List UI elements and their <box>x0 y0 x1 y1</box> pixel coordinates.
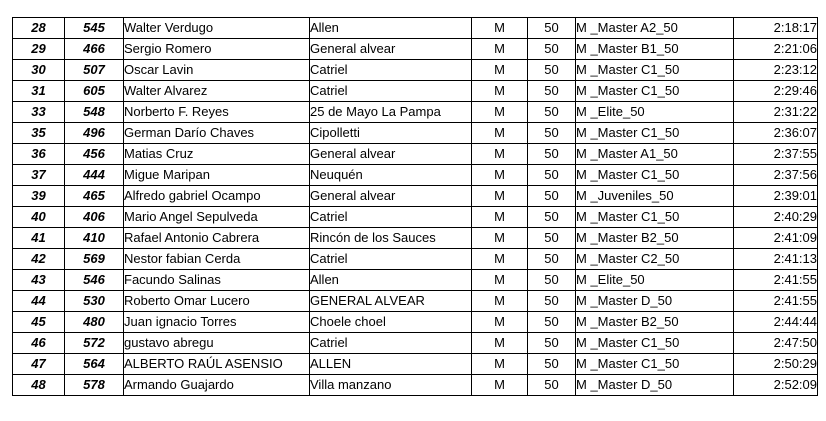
city-cell: Allen <box>310 18 472 39</box>
distance-cell: 50 <box>528 144 576 165</box>
sex-cell: M <box>472 228 528 249</box>
finish-time-cell: 2:37:56 <box>734 165 818 186</box>
sex-cell: M <box>472 354 528 375</box>
bib-number-cell: 466 <box>65 39 124 60</box>
runner-name-cell: Walter Alvarez <box>124 81 310 102</box>
finish-time-cell: 2:50:29 <box>734 354 818 375</box>
sex-cell: M <box>472 207 528 228</box>
finish-time-cell: 2:41:55 <box>734 270 818 291</box>
finish-time-cell: 2:44:44 <box>734 312 818 333</box>
runner-name-cell: Sergio Romero <box>124 39 310 60</box>
finish-time-cell: 2:41:13 <box>734 249 818 270</box>
city-cell: Catriel <box>310 207 472 228</box>
category-cell: M _Master A2_50 <box>576 18 734 39</box>
position-cell: 44 <box>13 291 65 312</box>
finish-time-cell: 2:23:12 <box>734 60 818 81</box>
bib-number-cell: 572 <box>65 333 124 354</box>
position-cell: 41 <box>13 228 65 249</box>
position-cell: 29 <box>13 39 65 60</box>
runner-name-cell: Alfredo gabriel Ocampo <box>124 186 310 207</box>
category-cell: M _Master C1_50 <box>576 207 734 228</box>
city-cell: General alvear <box>310 186 472 207</box>
sex-cell: M <box>472 60 528 81</box>
runner-name-cell: German Darío Chaves <box>124 123 310 144</box>
distance-cell: 50 <box>528 165 576 186</box>
position-cell: 36 <box>13 144 65 165</box>
table-row <box>13 312 818 333</box>
table-row <box>13 102 818 123</box>
runner-name-cell: Rafael Antonio Cabrera <box>124 228 310 249</box>
position-cell: 46 <box>13 333 65 354</box>
results-table <box>12 17 818 396</box>
distance-cell: 50 <box>528 354 576 375</box>
sex-cell: M <box>472 186 528 207</box>
category-cell: M _Master B1_50 <box>576 39 734 60</box>
city-cell: Catriel <box>310 60 472 81</box>
table-row <box>13 39 818 60</box>
position-cell: 37 <box>13 165 65 186</box>
finish-time-cell: 2:18:17 <box>734 18 818 39</box>
position-cell: 28 <box>13 18 65 39</box>
runner-name-cell: Roberto Omar Lucero <box>124 291 310 312</box>
table-row <box>13 207 818 228</box>
finish-time-cell: 2:31:22 <box>734 102 818 123</box>
finish-time-cell: 2:36:07 <box>734 123 818 144</box>
city-cell: Allen <box>310 270 472 291</box>
bib-number-cell: 545 <box>65 18 124 39</box>
position-cell: 42 <box>13 249 65 270</box>
sex-cell: M <box>472 291 528 312</box>
table-row <box>13 60 818 81</box>
sex-cell: M <box>472 249 528 270</box>
category-cell: M _Master C1_50 <box>576 333 734 354</box>
bib-number-cell: 605 <box>65 81 124 102</box>
results-body <box>13 18 818 396</box>
distance-cell: 50 <box>528 207 576 228</box>
category-cell: M _Master A1_50 <box>576 144 734 165</box>
distance-cell: 50 <box>528 102 576 123</box>
runner-name-cell: Mario Angel Sepulveda <box>124 207 310 228</box>
runner-name-cell: Migue Maripan <box>124 165 310 186</box>
city-cell: Rincón de los Sauces <box>310 228 472 249</box>
category-cell: M _Master C1_50 <box>576 123 734 144</box>
bib-number-cell: 578 <box>65 375 124 396</box>
bib-number-cell: 456 <box>65 144 124 165</box>
category-cell: M _Master B2_50 <box>576 228 734 249</box>
runner-name-cell: Oscar Lavin <box>124 60 310 81</box>
category-cell: M _Master B2_50 <box>576 312 734 333</box>
sex-cell: M <box>472 144 528 165</box>
position-cell: 33 <box>13 102 65 123</box>
position-cell: 35 <box>13 123 65 144</box>
city-cell: Cipolletti <box>310 123 472 144</box>
city-cell: Villa manzano <box>310 375 472 396</box>
bib-number-cell: 548 <box>65 102 124 123</box>
bib-number-cell: 410 <box>65 228 124 249</box>
position-cell: 43 <box>13 270 65 291</box>
runner-name-cell: Matias Cruz <box>124 144 310 165</box>
finish-time-cell: 2:39:01 <box>734 186 818 207</box>
table-row <box>13 186 818 207</box>
category-cell: M _Elite_50 <box>576 270 734 291</box>
runner-name-cell: Norberto F. Reyes <box>124 102 310 123</box>
category-cell: M _Master C1_50 <box>576 60 734 81</box>
distance-cell: 50 <box>528 81 576 102</box>
distance-cell: 50 <box>528 60 576 81</box>
sex-cell: M <box>472 165 528 186</box>
runner-name-cell: Nestor fabian Cerda <box>124 249 310 270</box>
finish-time-cell: 2:29:46 <box>734 81 818 102</box>
city-cell: Catriel <box>310 81 472 102</box>
sex-cell: M <box>472 102 528 123</box>
city-cell: General alvear <box>310 144 472 165</box>
table-row <box>13 291 818 312</box>
table-row <box>13 354 818 375</box>
category-cell: M _Juveniles_50 <box>576 186 734 207</box>
position-cell: 45 <box>13 312 65 333</box>
sex-cell: M <box>472 270 528 291</box>
distance-cell: 50 <box>528 270 576 291</box>
finish-time-cell: 2:40:29 <box>734 207 818 228</box>
category-cell: M _Master C1_50 <box>576 354 734 375</box>
position-cell: 48 <box>13 375 65 396</box>
table-row <box>13 270 818 291</box>
sex-cell: M <box>472 39 528 60</box>
distance-cell: 50 <box>528 249 576 270</box>
runner-name-cell: Walter Verdugo <box>124 18 310 39</box>
distance-cell: 50 <box>528 291 576 312</box>
sex-cell: M <box>472 375 528 396</box>
table-row <box>13 228 818 249</box>
bib-number-cell: 546 <box>65 270 124 291</box>
distance-cell: 50 <box>528 18 576 39</box>
finish-time-cell: 2:41:55 <box>734 291 818 312</box>
bib-number-cell: 444 <box>65 165 124 186</box>
category-cell: M _Elite_50 <box>576 102 734 123</box>
table-row <box>13 123 818 144</box>
distance-cell: 50 <box>528 333 576 354</box>
table-row <box>13 375 818 396</box>
bib-number-cell: 507 <box>65 60 124 81</box>
position-cell: 30 <box>13 60 65 81</box>
city-cell: General alvear <box>310 39 472 60</box>
runner-name-cell: Armando Guajardo <box>124 375 310 396</box>
bib-number-cell: 564 <box>65 354 124 375</box>
distance-cell: 50 <box>528 375 576 396</box>
distance-cell: 50 <box>528 39 576 60</box>
bib-number-cell: 480 <box>65 312 124 333</box>
table-row <box>13 18 818 39</box>
distance-cell: 50 <box>528 123 576 144</box>
runner-name-cell: Juan ignacio Torres <box>124 312 310 333</box>
position-cell: 40 <box>13 207 65 228</box>
category-cell: M _Master C2_50 <box>576 249 734 270</box>
bib-number-cell: 530 <box>65 291 124 312</box>
finish-time-cell: 2:52:09 <box>734 375 818 396</box>
city-cell: 25 de Mayo La Pampa <box>310 102 472 123</box>
category-cell: M _Master C1_50 <box>576 165 734 186</box>
distance-cell: 50 <box>528 186 576 207</box>
table-row <box>13 144 818 165</box>
category-cell: M _Master D_50 <box>576 291 734 312</box>
sex-cell: M <box>472 123 528 144</box>
sex-cell: M <box>472 18 528 39</box>
runner-name-cell: ALBERTO RAÚL ASENSIO <box>124 354 310 375</box>
sex-cell: M <box>472 81 528 102</box>
bib-number-cell: 406 <box>65 207 124 228</box>
city-cell: Catriel <box>310 249 472 270</box>
distance-cell: 50 <box>528 312 576 333</box>
table-row <box>13 249 818 270</box>
runner-name-cell: gustavo abregu <box>124 333 310 354</box>
city-cell: Neuquén <box>310 165 472 186</box>
finish-time-cell: 2:41:09 <box>734 228 818 249</box>
finish-time-cell: 2:21:06 <box>734 39 818 60</box>
table-row <box>13 333 818 354</box>
city-cell: Catriel <box>310 333 472 354</box>
sex-cell: M <box>472 333 528 354</box>
bib-number-cell: 496 <box>65 123 124 144</box>
table-row <box>13 81 818 102</box>
finish-time-cell: 2:37:55 <box>734 144 818 165</box>
city-cell: GENERAL ALVEAR <box>310 291 472 312</box>
position-cell: 47 <box>13 354 65 375</box>
bib-number-cell: 465 <box>65 186 124 207</box>
runner-name-cell: Facundo Salinas <box>124 270 310 291</box>
category-cell: M _Master D_50 <box>576 375 734 396</box>
category-cell: M _Master C1_50 <box>576 81 734 102</box>
position-cell: 31 <box>13 81 65 102</box>
position-cell: 39 <box>13 186 65 207</box>
distance-cell: 50 <box>528 228 576 249</box>
city-cell: Choele choel <box>310 312 472 333</box>
bib-number-cell: 569 <box>65 249 124 270</box>
sex-cell: M <box>472 312 528 333</box>
table-row <box>13 165 818 186</box>
city-cell: ALLEN <box>310 354 472 375</box>
finish-time-cell: 2:47:50 <box>734 333 818 354</box>
